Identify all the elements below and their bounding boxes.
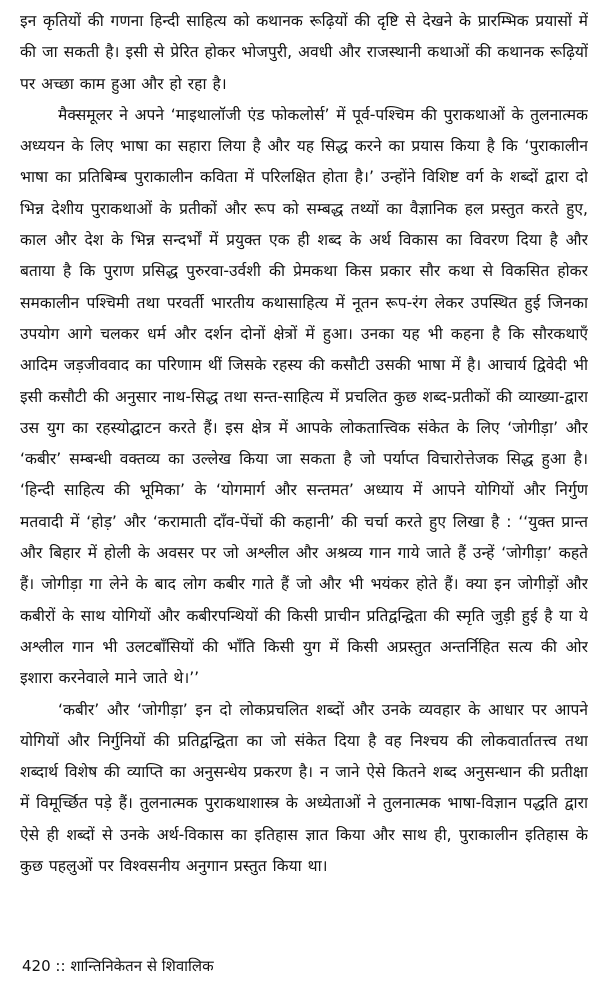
book-title: शान्तिनिकेतन से शिवालिक [70, 957, 214, 975]
page-body [20, 6, 588, 946]
paragraph-kabir-jogida: ‘कबीर’ और ‘जोगीड़ा’ इन दो लोकप्रचलित शब्दों और उनके व्यवहार के आधार पर आपने योगियों और निर्गुनियों की प्रतिद्वन्द्विता का जो संकेत दिया है वह निश्चय की लोकवार्तातत्त्व तथा शब्दार्थ विशेष की व्याप्ति का अनुसन्धेय प्रकरण है। न जाने ऐसे कितने शब्द अनुसन्धान की प्रतीक्षा में विमूर्च्छित पड़े हैं। तुलनात्मक पुराकथाशास्त्र के अध्येताओं ने तुलनात्मक भाषा-विज्ञान पद्धति द्वारा ऐसे ही शब्दों से उनके अर्थ-विकास का इतिहास ज्ञात किया और साथ ही, पुराकालीन इतिहास के कुछ पहलुओं पर विश्वसनीय अनुगान प्रस्तुत किया था। [20, 700, 588, 876]
paragraph-maxmuller: मैक्समूलर ने अपने ‘माइथालॉजी एंड फोकलोर्स’ में पूर्व-पश्चिम की पुराकथाओं के तुलनात्मक अध्ययन के लिए भाषा का सहारा लिया है और यह सिद्ध करने का प्रयास किया है कि ‘पुराकालीन भाषा का प्रतिबिम्ब पुराकालीन कविता में परिलक्षित होता है।’ उन्होंने विशिष्ट वर्ग के शब्दों द्वारा दो भिन्न देशीय पुराकथाओं के प्रतीकों और रूप को सम्बद्ध तथ्यों का वैज्ञानिक हल प्रस्तुत करते हुए, काल और देश के भिन्न सन्दर्भों में प्रयुक्त एक ही शब्द के अर्थ विकास का विवरण दिया है और बताया है कि पुराण प्रसिद्ध पुरुरवा-उर्वशी की प्रेमकथा किस प्रकार सौर कथा से विकसित होकर समकालीन पश्चिमी तथा परवर्ती भारतीय कथासाहित्य में नूतन रूप-रंग लेकर उपस्थित हुई जिनका उपयोग आगे चलकर धर्म और दर्शन दोनों क्षेत्रों में हुआ। उनका यह भी कहना है कि सौरकथाएँ आदिम जड़जीववाद का परिणाम थीं जिसके रहस्य की कसौटी उसकी भाषा में है। आचार्य द्विवेदी भी इसी कसौटी की अनुसार नाथ-सिद्ध तथा सन्त-साहित्य में प्रचलित कुछ शब्द-प्रतीकों की व्याख्या-द्वारा उस युग का रहस्योद्घाटन करते हैं। इस क्षेत्र में आपके लोकतात्त्विक संकेत के लिए ‘जोगीड़ा’ और ‘कबीर’ सम्बन्धी वक्तव्य का उल्लेख किया जा सकता है जो पर्याप्त विचारोत्तेजक सिद्ध हुआ है। ‘हिन्दी साहित्य की भूमिका’ के ‘योगमार्ग और सन्तमत’ अध्याय में आपने योगियों और निर्गुण मतवादी में ‘होड़’ और ‘करामाती दाँव-पेंचों की कहानी’ की चर्चा करते हुए लिखा है : ‘‘युक्त प्रान्त और बिहार में होली के अवसर पर जो अश्लील और अश्रव्य गान गाये जाते हैं उन्हें ‘जोगीड़ा’ कहते हैं। जोगीड़ा गा लेने के बाद लोग कबीर गाते हैं जो और भी भयंकर होते हैं। क्या इन जोगीड़ों और कबीरों के साथ योगियों और कबीरपन्थियों की किसी प्राचीन प्रतिद्वन्द्विता की स्मृति जुड़ी हुई है या ये अश्लील गान भी उलटबाँसियों की भाँति किसी युग में किसी अप्रस्तुत अन्तर्निहित सत्य की ओर इशारा करनेवाले माने जाते थे।’’ [20, 105, 588, 688]
page-footer [22, 956, 214, 976]
paragraph-continuation: इन कृतियों की गणना हिन्दी साहित्य को कथानक रूढ़ियों की दृष्टि से देखने के प्रारम्भिक प्रयासों में की जा सकती है। इसी से प्रेरित होकर भोजपुरी, अवधी और राजस्थानी कथाओं की कथानक रूढ़ियों पर अच्छा काम हुआ और हो रहा है। [20, 12, 588, 93]
page-number: 420 [22, 957, 51, 975]
footer-separator: :: [55, 957, 66, 975]
